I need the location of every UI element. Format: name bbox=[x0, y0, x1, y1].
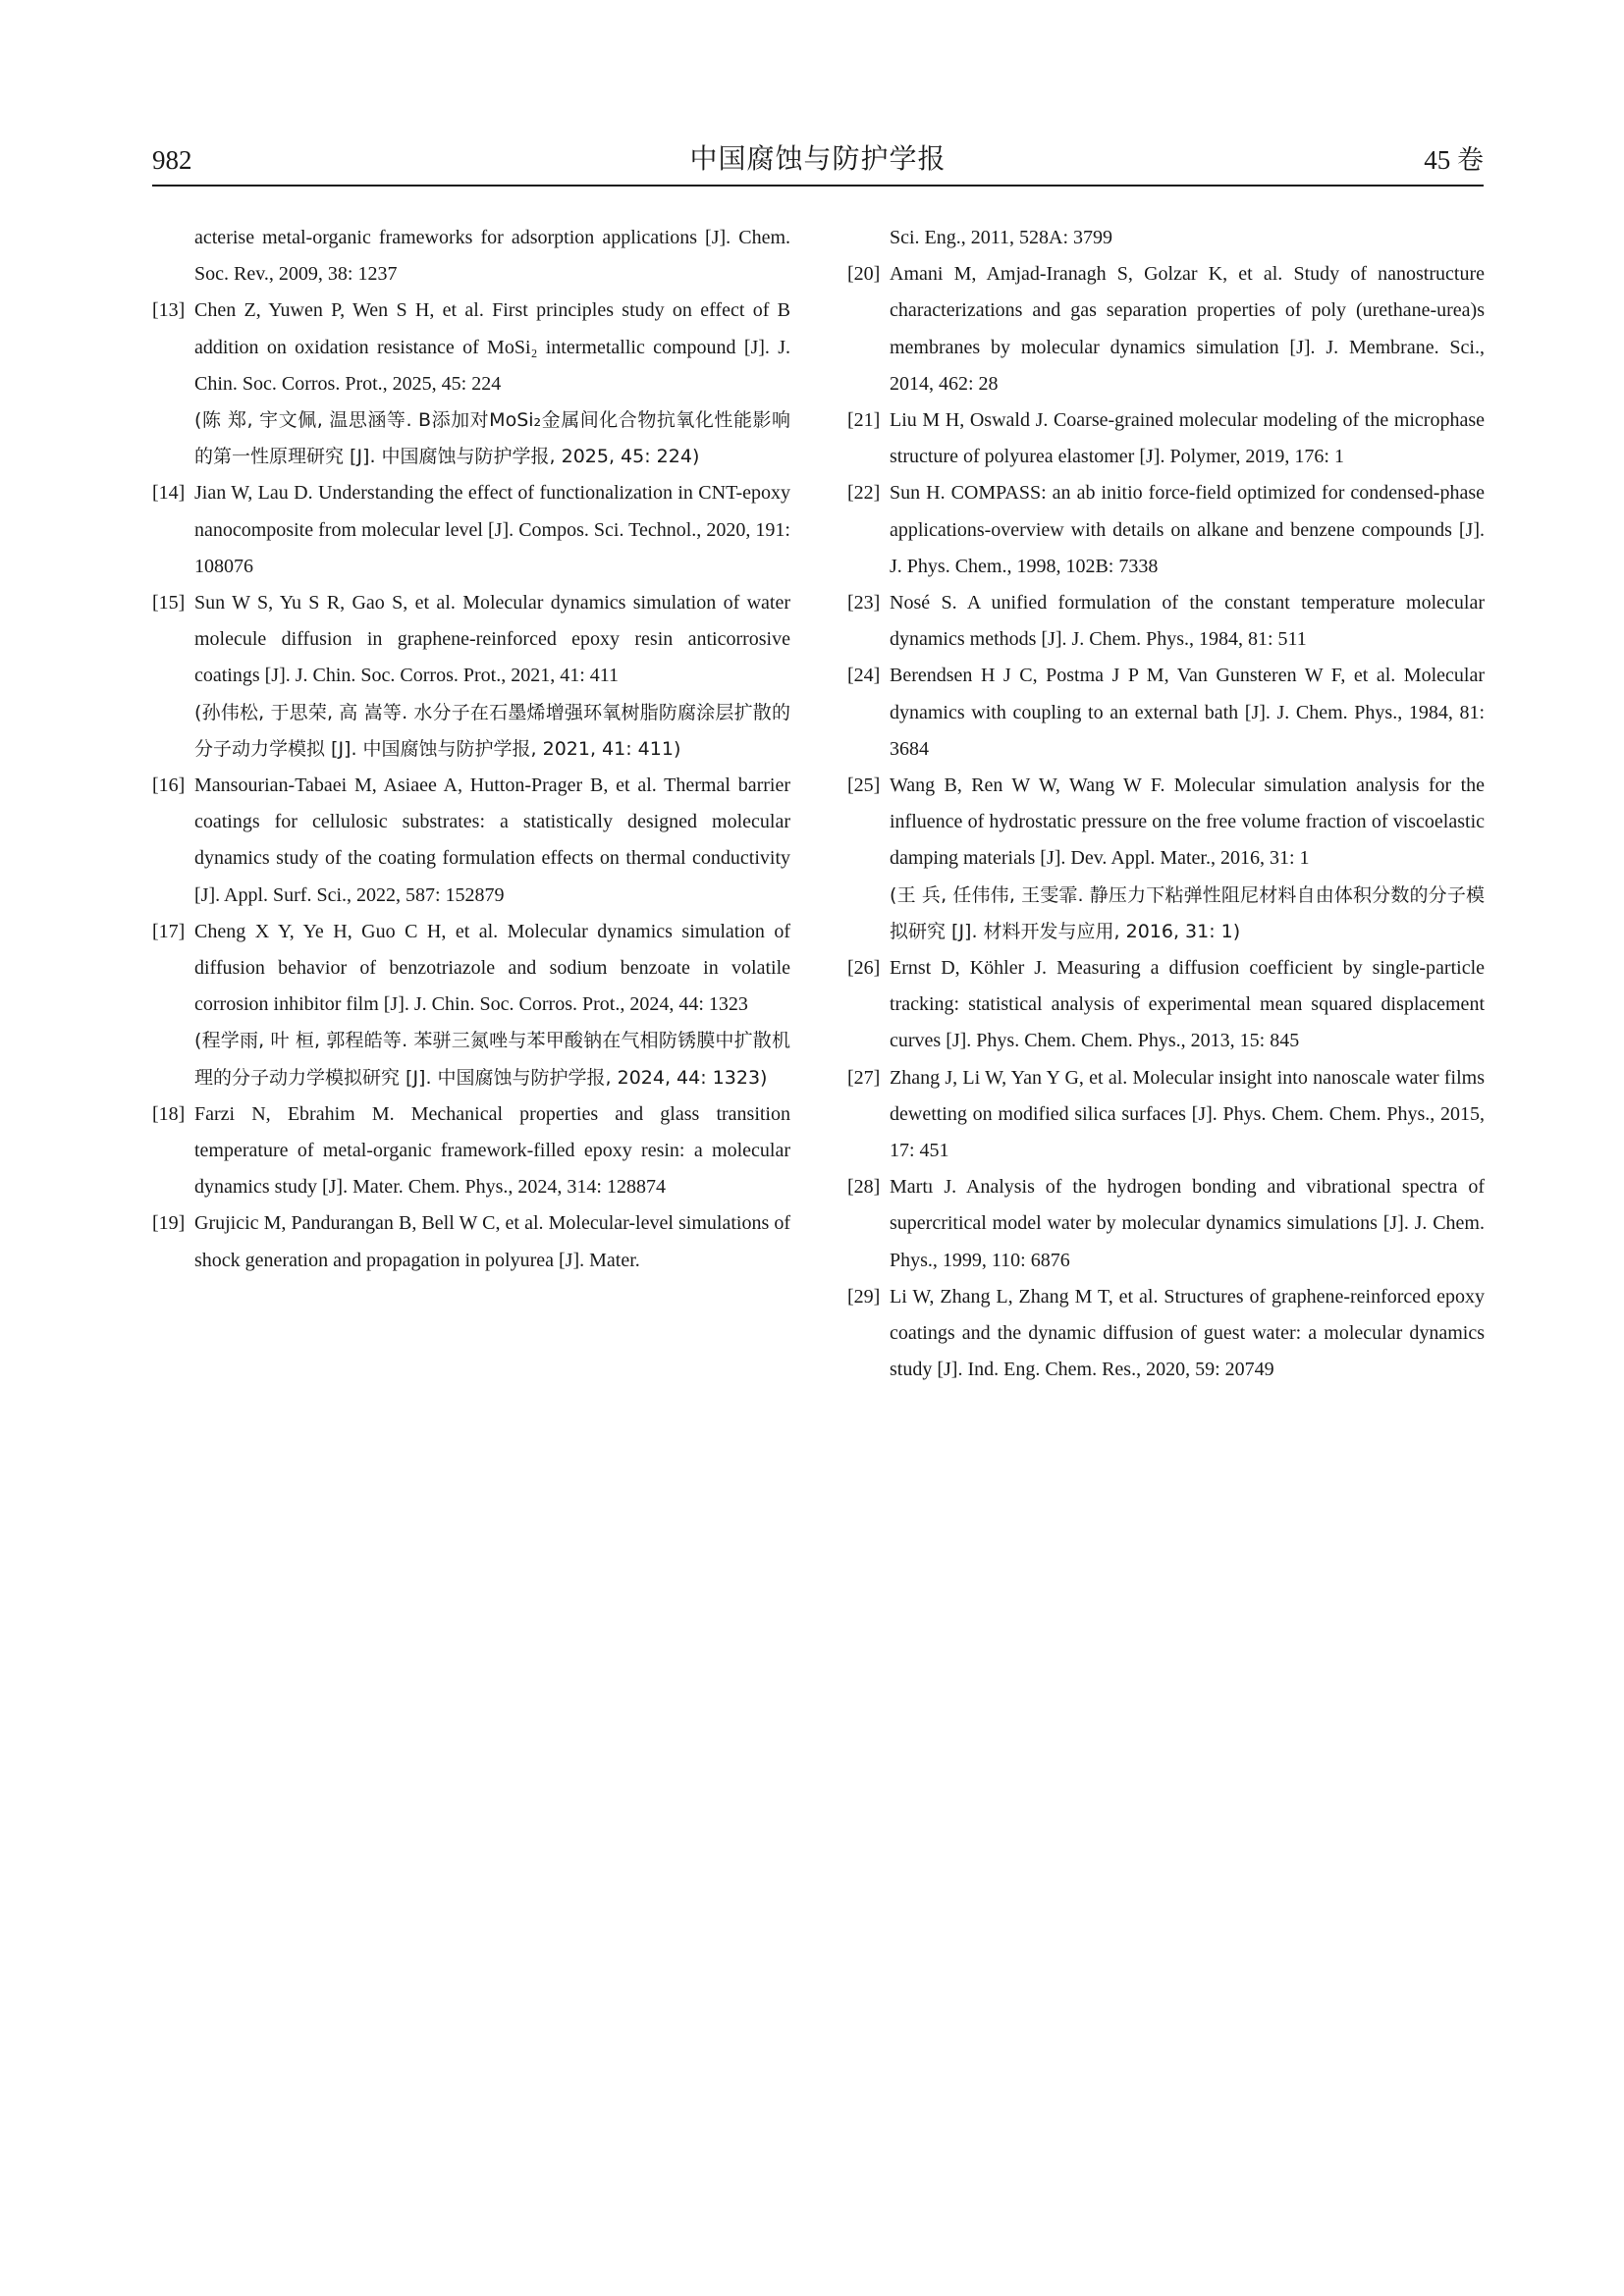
reference-number: [25] bbox=[847, 774, 881, 797]
reference-chinese-translation: (王 兵, 任伟伟, 王雯霏. 静压力下粘弹性阻尼材料自由体积分数的分子模拟研究 [J]. 材料开发与应用, 2016, 31: 1) bbox=[890, 883, 1485, 942]
reference-number: [23] bbox=[847, 592, 881, 614]
reference-item bbox=[847, 475, 1485, 585]
reference-number: [24] bbox=[847, 665, 881, 687]
journal-title: 中国腐蚀与防护学报 bbox=[689, 144, 947, 175]
reference-number: [27] bbox=[847, 1066, 881, 1089]
header-rule bbox=[152, 185, 1484, 187]
reference-text: Amani M, Amjad-Iranagh S, Golzar K, et al. Study of nanostructure characterizations and gas separation properties of poly (urethane-urea)s membranes by molecular dynamics simulation [J]. J. Membrane. Sci., 2014, 462: 28 bbox=[890, 263, 1485, 395]
reference-number: [22] bbox=[847, 482, 881, 505]
reference-text: Martı J. Analysis of the hydrogen bonding and vibrational spectra of supercritical model water by molecular dynamics simulations [J]. J. Chem. Phys., 1999, 110: 6876 bbox=[890, 1176, 1485, 1271]
reference-text: Ernst D, Köhler J. Measuring a diffusion coefficient by single-particle tracking: statistical analysis of experimental mean squared displacement curves [J]. Phys. Chem. Chem. Phys., 2013, 15: 845 bbox=[890, 957, 1485, 1052]
reference-text: Nosé S. A unified formulation of the constant temperature molecular dynamics methods [J]. J. Chem. Phys., 1984, 81: 511 bbox=[890, 592, 1485, 651]
reference-item bbox=[152, 914, 790, 1096]
reference-chinese-translation: (孙伟松, 于思荣, 高 嵩等. 水分子在石墨烯增强环氧树脂防腐涂层扩散的分子动力学模拟 [J]. 中国腐蚀与防护学报, 2021, 41: 411) bbox=[194, 701, 790, 760]
reference-item bbox=[152, 1096, 790, 1206]
reference-item bbox=[152, 1205, 790, 1278]
reference-text: Cheng X Y, Ye H, Guo C H, et al. Molecular dynamics simulation of diffusion behavior of benzotriazole and sodium benzoate in volatile corrosion inhibitor film [J]. J. Chin. Soc. Corros. Prot., 2024, 44: 1323 bbox=[194, 920, 790, 1016]
reference-text: acterise metal-organic frameworks for adsorption applications [J]. Chem. Soc. Rev., 2009, 38: 1237 bbox=[194, 227, 790, 286]
reference-text: Chen Z, Yuwen P, Wen S H, et al. First principles study on effect of B addition on oxidation resistance of MoSi₂ intermetallic compound [J]. J. Chin. Soc. Corros. Prot., 2025, 45: 224 bbox=[194, 299, 790, 395]
reference-number: [21] bbox=[847, 409, 881, 432]
reference-text: Wang B, Ren W W, Wang W F. Molecular simulation analysis for the influence of hydrostatic pressure on the free volume fraction of viscoelastic damping materials [J]. Dev. Appl. Mater., 2016, 31: 1 bbox=[890, 774, 1485, 870]
reference-number: [29] bbox=[847, 1285, 881, 1308]
reference-item bbox=[847, 402, 1485, 475]
reference-number: [13] bbox=[152, 299, 186, 322]
reference-text: Jian W, Lau D. Understanding the effect of functionalization in CNT-epoxy nanocomposite from molecular level [J]. Compos. Sci. Technol., 2020, 191: 108076 bbox=[194, 482, 790, 577]
reference-number: [18] bbox=[152, 1102, 186, 1125]
references-left-column bbox=[152, 220, 790, 1279]
reference-text: Li W, Zhang L, Zhang M T, et al. Structures of graphene-reinforced epoxy coatings and the dynamic diffusion of guest water: a molecular dynamics study [J]. Ind. Eng. Chem. Res., 2020, 59: 20749 bbox=[890, 1285, 1485, 1381]
reference-text: Liu M H, Oswald J. Coarse-grained molecular modeling of the microphase structure of polyurea elastomer [J]. Polymer, 2019, 176: 1 bbox=[890, 409, 1485, 468]
reference-number: [28] bbox=[847, 1176, 881, 1199]
reference-chinese-translation: (陈 郑, 宇文佩, 温思涵等. B添加对MoSi₂金属间化合物抗氧化性能影响的第一性原理研究 [J]. 中国腐蚀与防护学报, 2025, 45: 224) bbox=[194, 409, 790, 468]
reference-number: [15] bbox=[152, 592, 186, 614]
reference-number: [19] bbox=[152, 1212, 186, 1235]
reference-item bbox=[847, 768, 1485, 950]
reference-item bbox=[847, 585, 1485, 658]
volume-label: 45 卷 bbox=[1424, 145, 1484, 175]
reference-item bbox=[152, 293, 790, 475]
reference-item bbox=[847, 220, 1485, 256]
reference-text: Farzi N, Ebrahim M. Mechanical properties and glass transition temperature of metal-organic framework-filled epoxy resin: a molecular dynamics study [J]. Mater. Chem. Phys., 2024, 314: 128874 bbox=[194, 1102, 790, 1199]
reference-item bbox=[847, 256, 1485, 402]
reference-item bbox=[847, 1169, 1485, 1279]
reference-chinese-translation: (程学雨, 叶 桓, 郭程皓等. 苯骈三氮唑与苯甲酸钠在气相防锈膜中扩散机理的分子动力学模拟研究 [J]. 中国腐蚀与防护学报, 2024, 44: 1323) bbox=[194, 1030, 790, 1089]
reference-number: [20] bbox=[847, 263, 881, 286]
reference-item bbox=[847, 950, 1485, 1060]
reference-text: Zhang J, Li W, Yan Y G, et al. Molecular insight into nanoscale water films dewetting on modified silica surfaces [J]. Phys. Chem. Chem. Phys., 2015, 17: 451 bbox=[890, 1066, 1485, 1162]
reference-number: [16] bbox=[152, 774, 186, 797]
reference-item bbox=[847, 658, 1485, 768]
reference-text: Sci. Eng., 2011, 528A: 3799 bbox=[890, 227, 1113, 248]
reference-item bbox=[152, 768, 790, 914]
reference-item bbox=[847, 1279, 1485, 1389]
reference-text: Sun W S, Yu S R, Gao S, et al. Molecular dynamics simulation of water molecule diffusion in graphene-reinforced epoxy resin anticorrosive coatings [J]. J. Chin. Soc. Corros. Prot., 2021, 41: 411 bbox=[194, 592, 790, 687]
reference-number: [17] bbox=[152, 920, 186, 942]
reference-text: Sun H. COMPASS: an ab initio force-field optimized for condensed-phase applications-overview with details on alkane and benzene compounds [J]. J. Phys. Chem., 1998, 102B: 7338 bbox=[890, 482, 1485, 577]
running-header bbox=[152, 135, 1484, 185]
page-number: 982 bbox=[152, 145, 192, 175]
references-right-column bbox=[847, 220, 1485, 1389]
reference-text: Mansourian-Tabaei M, Asiaee A, Hutton-Prager B, et al. Thermal barrier coatings for cellulosic substrates: a statistically designed molecular dynamics study of the coating formulation effects on thermal conductivity [J]. Appl. Surf. Sci., 2022, 587: 152879 bbox=[194, 774, 790, 906]
reference-text: Grujicic M, Pandurangan B, Bell W C, et al. Molecular-level simulations of shock generation and propagation in polyurea [J]. Mater. bbox=[194, 1212, 790, 1271]
reference-item bbox=[152, 585, 790, 768]
reference-item bbox=[847, 1060, 1485, 1170]
reference-item bbox=[152, 475, 790, 585]
reference-item bbox=[152, 220, 790, 293]
reference-number: [26] bbox=[847, 957, 881, 980]
reference-number: [14] bbox=[152, 482, 186, 505]
reference-text: Berendsen H J C, Postma J P M, Van Gunsteren W F, et al. Molecular dynamics with coupling to an external bath [J]. J. Chem. Phys., 1984, 81: 3684 bbox=[890, 665, 1485, 760]
